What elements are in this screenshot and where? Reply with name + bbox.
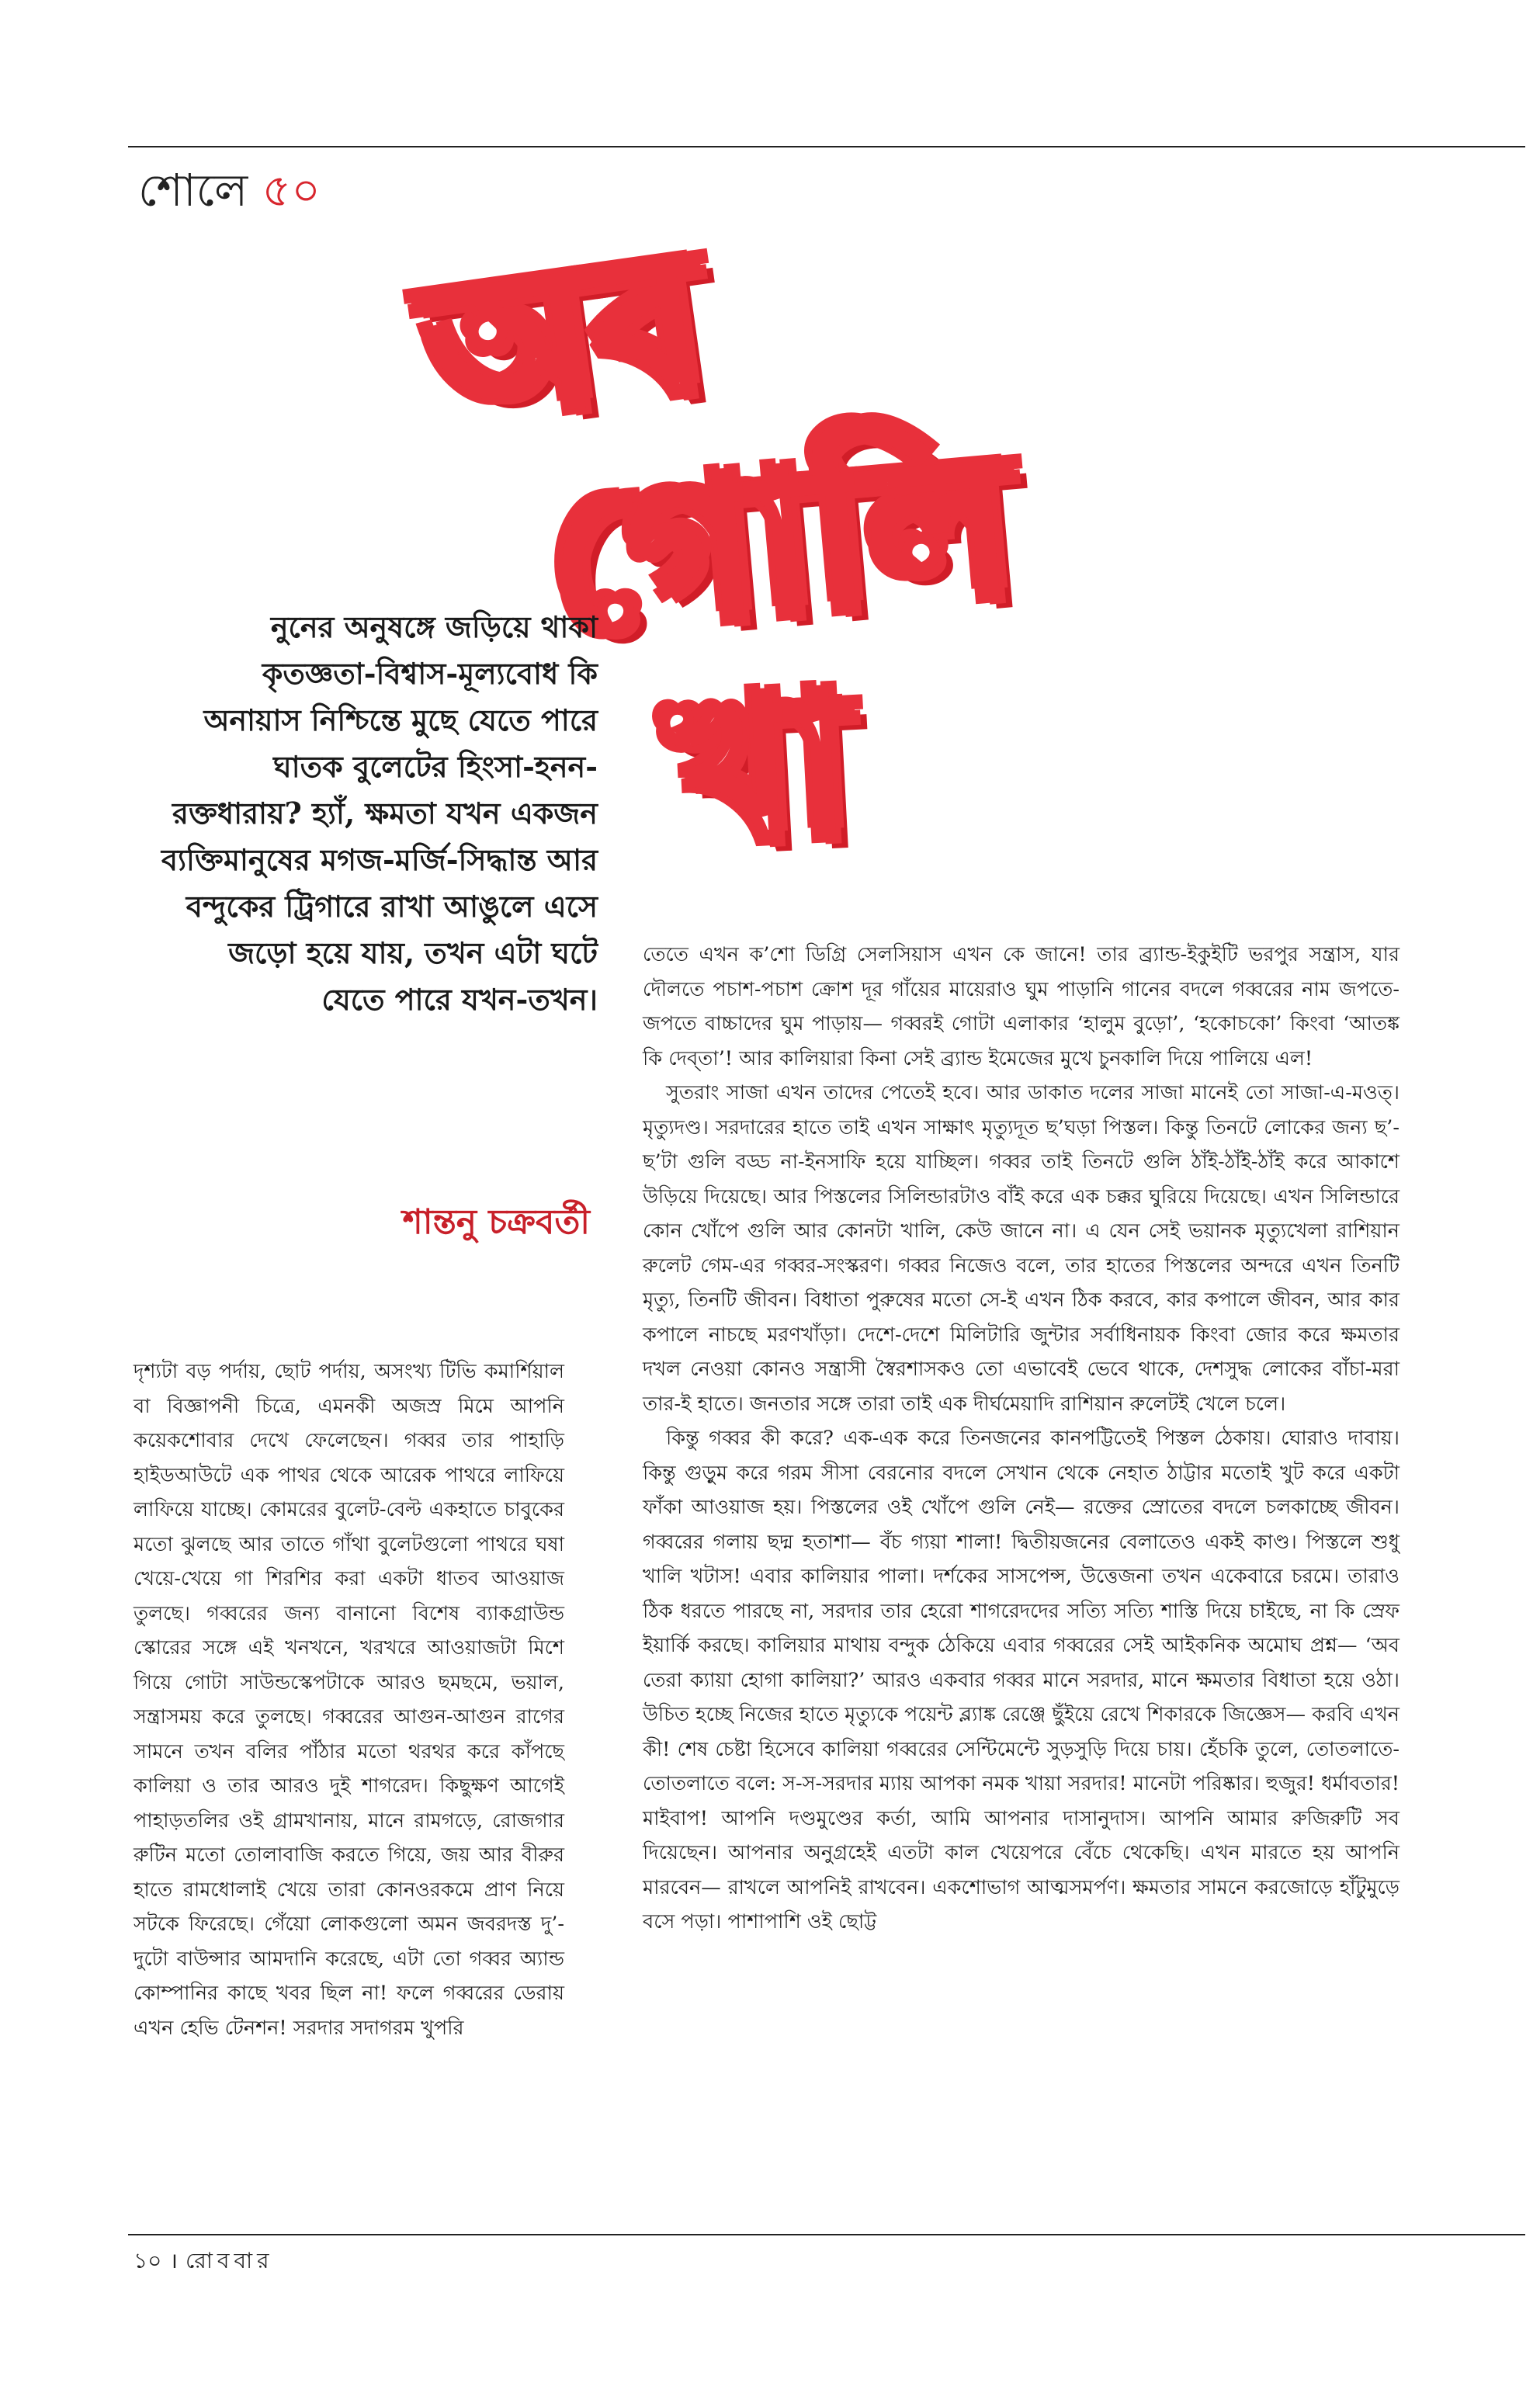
bottom-rule bbox=[128, 2234, 1525, 2235]
author-byline: শান্তনু চক্রবর্তী bbox=[402, 1202, 590, 1242]
section-number: ৫০ bbox=[262, 164, 321, 217]
top-rule bbox=[128, 146, 1525, 147]
section-label bbox=[138, 159, 321, 221]
body-paragraph: দৃশ্যটা বড় পর্দায়, ছোট পর্দায়, অসংখ্য টিভি কমার্শিয়াল বা বিজ্ঞাপনী চিত্রে, এমনকী অজস্র মিমে আপনি কয়েকশোবার দেখে ফেলেছেন। গব্বর তার পাহাড়ি হাইডআউটে এক পাথর থেকে আরেক পাথরে লাফিয়ে লাফিয়ে যাচ্ছে। কোমরের বুলেট-বেল্ট একহাতে চাবুকের মতো ঝুলছে আর তাতে গাঁথা বুলেটগুলো পাথরে ঘষা খেয়ে-খেয়ে গা শিরশির করা একটা ধাতব আওয়াজ তুলছে। গব্বরের জন্য বানানো বিশেষ ব্যাকগ্রাউন্ড স্কোরের সঙ্গে এই খনখনে, খরখরে আওয়াজটা মিশে গিয়ে গোটা সাউন্ডস্কেপটাকে আরও ছমছমে, ভয়াল, সন্ত্রাসময় করে তুলছে। গব্বরের আগুন-আগুন রাগের সামনে তখন বলির পাঁঠার মতো থরথর করে কাঁপছে কালিয়া ও তার আরও দুই শাগরেদ। কিছুক্ষণ আগেই পাহাড়তলির ওই গ্রামখানায়, মানে রামগড়ে, রোজগার রুটিন মতো তোলাবাজি করতে গিয়ে, জয় আর বীরুর হাতে রামধোলাই খেয়ে তারা কোনওরকমে প্রাণ নিয়ে সটকে ফিরেছে। গেঁয়ো লোকগুলো অমন জবরদস্ত দু’-দুটো বাউন্সার আমদানি করেছে, এটা তো গব্বর অ্যান্ড কোম্পানির কাছে খবর ছিল না! ফলে গব্বরের ডেরায় এখন হেভি টেনশন! সরদার সদাগরম খুপরি bbox=[134, 1360, 564, 2040]
footer-separator: । bbox=[169, 2248, 178, 2273]
title-line-3: খা bbox=[660, 650, 856, 886]
body-paragraph: কিন্তু গব্বর কী করে? এক-এক করে তিনজনের কানপট্টিতেই পিস্তল ঠেকায়। ঘোরাও দাবায়। কিন্তু গুড়ুম করে গরম সীসা বেরনোর বদলে সেখান থেকে নেহাত ঠাট্টার মতোই খুট করে একটা ফাঁকা আওয়াজ হয়। পিস্তলের ওই খোঁপে গুলি নেই— রক্তের স্রোতের বদলে চলকাচ্ছে জীবন। গব্বরের গলায় ছদ্ম হতাশা— বঁচ গ্যয়া শালা! দ্বিতীয়জনের বেলাতেও একই কাণ্ড। পিস্তলে শুধু খালি খটাস! এবার কালিয়ার পালা। দর্শকের সাসপেন্স, উত্তেজনা তখন একেবারে চরমে। তারাও ঠিক ধরতে পারছে না, সরদার তার হেরো শাগরেদদের সত্যি সত্যি শাস্তি দিয়ে চাইছে, না কি স্রেফ ইয়ার্কি করছে। কালিয়ার মাথায় বন্দুক ঠেকিয়ে এবার গব্বরের সেই আইকনিক অমোঘ প্রশ্ন— ‘অব তেরা ক্যায়া হোগা কালিয়া?’ আরও একবার গব্বর মানে সরদার, মানে ক্ষমতার বিধাতা হয়ে ওঠা। উচিত হচ্ছে নিজের হাতে মৃত্যুকে পয়েন্ট ব্ল্যাঙ্ক রেঞ্জে ছুঁইয়ে রেখে শিকারকে জিজ্ঞেস— করবি এখন কী! শেষ চেষ্টা হিসেবে কালিয়া গব্বরের সেন্টিমেন্টে সুড়সুড়ি দিয়ে চায়। হেঁচকি তুলে, তোতলাতে-তোতলাতে বলে: স-স-সরদার ম্যায় আপকা নমক খায়া সরদার! মানেটা পরিষ্কার। হুজুর! ধর্মাবতার! মাইবাপ! আপনি দণ্ডমুণ্ডের কর্তা, আমি আপনার দাসানুদাস। আপনি আমার রুজিরুটি সব দিয়েছেন। আপনার অনুগ্রহেই এতটা কাল খেয়েপরে বেঁচে থেকেছি। এখন মারতে হয় আপনি মারবেন— রাখলে আপনিই রাখবেন। একশোভাগ আত্মসমর্পণ। ক্ষমতার সামনে করজোড়ে হাঁটুমুড়ে বসে পড়া। পাশাপাশি ওই ছোট্ট bbox=[643, 1427, 1400, 1933]
page-footer bbox=[134, 2246, 274, 2277]
title-line-1: অব bbox=[411, 206, 716, 469]
page-number: ১০ bbox=[134, 2248, 162, 2273]
magazine-name: রোববার bbox=[186, 2248, 274, 2273]
section-name: শোলে bbox=[138, 164, 248, 217]
title-line-2: গোলি bbox=[540, 410, 1021, 676]
pull-quote: নুনের অনুষঙ্গে জড়িয়ে থাকা কৃতজ্ঞতা-বিশ্বাস-মূল্যবোধ কি অনায়াস নিশ্চিন্তে মুছে যেতে পারে ঘাতক বুলেটের হিংসা-হনন-রক্তধারায়? হ্যাঁ, ক্ষমতা যখন একজন ব্যক্তিমানুষের মগজ-মর্জি-সিদ্ধান্ত আর বন্দুকের ট্রিগারে রাখা আঙুলে এসে জড়ো হয়ে যায়, তখন এটা ঘটে যেতে পারে যখন-তখন। bbox=[161, 609, 598, 1017]
body-paragraph: সুতরাং সাজা এখন তাদের পেতেই হবে। আর ডাকাত দলের সাজা মানেই তো সাজা-এ-মওত্‌। মৃত্যুদণ্ড। সরদারের হাতে তাই এখন সাক্ষাৎ মৃত্যুদূত ছ’ঘড়া পিস্তল। কিন্তু তিনটে লোকের জন্য ছ’-ছ’টা গুলি বড্ড না-ইনসাফি হয়ে যাচ্ছিল। গব্বর তাই তিনটে গুলি ঠাঁই-ঠাঁই-ঠাঁই করে আকাশে উড়িয়ে দিয়েছে। আর পিস্তলের সিলিন্ডারটাও বাঁই করে এক চক্কর ঘুরিয়ে দিয়েছে। এখন সিলিন্ডারে কোন খোঁপে গুলি আর কোনটা খালি, কেউ জানে না। এ যেন সেই ভয়ানক মৃত্যুখেলা রাশিয়ান রুলেট গেম-এর গব্বর-সংস্করণ। গব্বর নিজেও বলে, তার হাতের পিস্তলের অন্দরে এখন তিনটি মৃত্যু, তিনটি জীবন। বিধাতা পুরুষের মতো সে-ই এখন ঠিক করবে, কার কপালে জীবন, আর কার কপালে নাচছে মরণখাঁড়া। দেশে-দেশে মিলিটারি জুন্টার সর্বাধিনায়ক কিংবা জোর করে ক্ষমতার দখল নেওয়া কোনও সন্ত্রাসী স্বৈরশাসকও তো এভাবেই ভেবে থাকে, দেশসুদ্ধ লোকের বাঁচা-মরা তার-ই হাতে। জনতার সঙ্গে তারা তাই এক দীর্ঘমেয়াদি রাশিয়ান রুলেটই খেলে চলে। bbox=[643, 1081, 1400, 1416]
body-column-left bbox=[134, 1354, 564, 2045]
body-paragraph: তেতে এখন ক’শো ডিগ্রি সেলসিয়াস এখন কে জানে! তার ব্র্যান্ড-ইকুইটি ভরপুর সন্ত্রাস, যার দৌলতে পচাশ-পচাশ ক্রোশ দূর গাঁয়ের মায়েরাও ঘুম পাড়ানি গানের বদলে গব্বরের নাম জপতে-জপতে বাচ্চাদের ঘুম পাড়ায়— গব্বরই গোটা এলাকার ‘হালুম বুড়ো’, ‘হকোচকো’ কিংবা ‘আতঙ্ক কি দেব্‌তা’! আর কালিয়ারা কিনা সেই ব্র্যান্ড ইমেজের মুখে চুনকালি দিয়ে পালিয়ে এল! bbox=[643, 943, 1400, 1070]
body-column-right bbox=[643, 938, 1400, 1940]
